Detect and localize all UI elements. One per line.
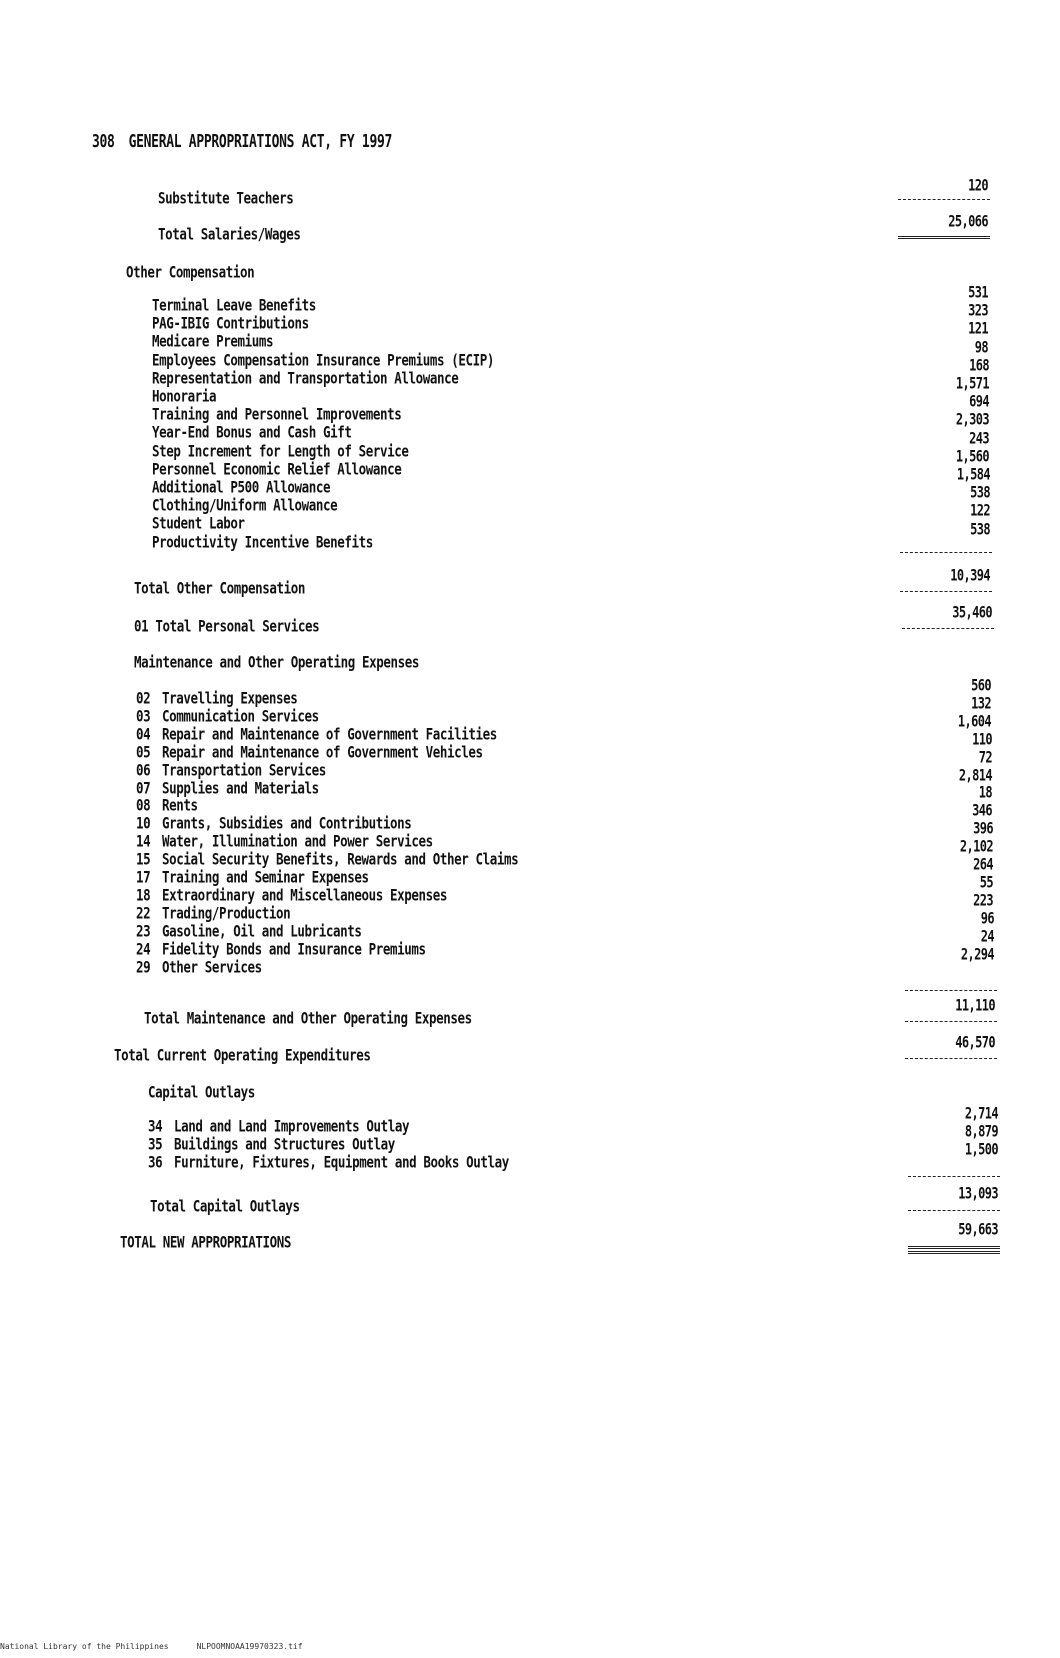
total-salaries-label: Total Salaries/Wages (158, 224, 301, 244)
line-item-label: Supplies and Materials (162, 777, 319, 797)
grand-total-value: 59,663 (958, 1220, 998, 1239)
line-item-amount: 560 (971, 676, 991, 695)
other-compensation-row (152, 386, 216, 406)
line-item-amount: 538 (970, 519, 990, 538)
grand-total-label: TOTAL NEW APPROPRIATIONS (120, 1232, 292, 1252)
account-code: 24 (136, 938, 151, 959)
total-capital-outlays-value: 13,093 (958, 1184, 998, 1203)
subtotal-rule (902, 628, 994, 629)
total-capital-outlays-label: Total Capital Outlays (150, 1196, 300, 1216)
line-item-label: Travelling Expenses (162, 688, 298, 708)
account-code: 36 (148, 1152, 163, 1172)
line-item-amount: 2,303 (955, 410, 989, 429)
other-compensation-row (152, 459, 401, 479)
line-item-amount: 1,604 (957, 711, 991, 730)
line-item-amount: 110 (972, 729, 992, 748)
grand-total-rule (908, 1246, 1000, 1249)
mooe-row (136, 760, 326, 780)
mooe-row (136, 724, 497, 744)
line-item-amount: 2,294 (960, 944, 994, 963)
line-item-label: Medicare Premiums (152, 331, 274, 351)
line-item-label: Gasoline, Oil and Lubricants (162, 920, 362, 941)
line-item-label: Training and Personnel Improvements (152, 404, 402, 424)
subtotal-rule (898, 199, 990, 200)
account-code: 23 (136, 920, 151, 941)
mooe-row (136, 795, 198, 815)
line-item-label: Rents (162, 795, 198, 815)
other-compensation-row (152, 441, 409, 461)
line-item-amount: 96 (980, 908, 994, 927)
mooe-row (136, 688, 297, 708)
scan-footer (0, 1642, 331, 1651)
other-compensation-row (152, 368, 458, 388)
line-item-label: Fidelity Bonds and Insurance Premiums (162, 938, 426, 959)
subtotal-rule (900, 591, 992, 592)
line-item-amount: 2,102 (959, 837, 993, 856)
line-item-amount: 346 (972, 801, 992, 820)
account-code: 18 (136, 884, 151, 905)
line-item-amount: 55 (979, 872, 993, 892)
subtotal-rule (905, 1058, 997, 1059)
line-item-amount: 1,584 (956, 465, 990, 484)
line-item-label: Extraordinary and Miscellaneous Expenses (162, 884, 448, 905)
other-compensation-row (152, 477, 330, 497)
line-item-label: Other Services (162, 956, 262, 976)
page-header (92, 132, 392, 152)
line-item-label: Repair and Maintenance of Government Facilities (162, 723, 497, 744)
line-item-amount: 8,879 (964, 1122, 998, 1141)
other-compensation-row (152, 295, 316, 315)
line-item-amount: 264 (973, 855, 993, 874)
account-code: 15 (136, 849, 151, 869)
line-item-amount: 168 (969, 355, 989, 374)
line-item-amount: 98 (974, 337, 988, 356)
account-code: 02 (136, 688, 151, 708)
line-item-label: Furniture, Fixtures, Equipment and Books Outlay (174, 1152, 509, 1172)
line-item-amount: 18 (978, 783, 992, 802)
line-item-label: Water, Illumination and Power Services (162, 831, 433, 851)
other-compensation-row (152, 331, 273, 351)
line-item-amount: 121 (968, 319, 988, 338)
total-current-operating-value: 46,570 (955, 1033, 995, 1052)
total-personal-services-label: 01 Total Personal Services (134, 616, 320, 636)
total-salaries-value: 25,066 (948, 212, 988, 231)
mooe-heading: Maintenance and Other Operating Expenses (134, 652, 420, 672)
other-compensation-row (152, 422, 352, 442)
total-rule (898, 236, 990, 239)
line-item-label: Terminal Leave Benefits (152, 295, 316, 315)
line-item-label: Buildings and Structures Outlay (174, 1134, 395, 1154)
account-code: 03 (136, 705, 151, 726)
line-item-amount: 122 (970, 501, 990, 520)
account-code: 35 (148, 1134, 163, 1154)
other-compensation-row (152, 404, 401, 424)
mooe-row (136, 939, 426, 959)
line-item-label: Repair and Maintenance of Government Vehicles (162, 741, 483, 762)
line-item-amount: 24 (980, 926, 994, 945)
capital-outlay-row (148, 1152, 509, 1172)
line-item-amount: 223 (973, 890, 993, 909)
mooe-row (136, 849, 518, 869)
other-compensation-row (152, 313, 309, 333)
total-personal-services-value: 35,460 (952, 603, 992, 622)
account-code: 34 (148, 1116, 163, 1136)
line-item-label: Additional P500 Allowance (152, 477, 331, 497)
line-item-amount: 132 (971, 693, 991, 713)
subtotal-rule (905, 1021, 997, 1022)
account-code: 14 (136, 831, 151, 851)
page-number: 308 (92, 132, 115, 153)
total-mooe-label: Total Maintenance and Other Operating Expenses (144, 1008, 472, 1028)
line-item-amount: 243 (969, 428, 989, 447)
line-item-amount: 531 (968, 283, 988, 302)
line-item-label: Grants, Subsidies and Contributions (162, 813, 412, 833)
footer-source: National Library of the Philippines (0, 1642, 169, 1651)
account-code: 08 (136, 795, 151, 815)
subtotal-rule (908, 1210, 1000, 1211)
mooe-row (136, 957, 262, 977)
other-compensation-row (152, 513, 245, 533)
line-item-label: Honoraria (152, 386, 217, 406)
line-item-label: Clothing/Uniform Allowance (152, 495, 338, 515)
line-item-label: Personnel Economic Relief Allowance (152, 458, 402, 479)
mooe-row (136, 742, 483, 762)
account-code: 29 (136, 956, 151, 976)
mooe-row (136, 867, 369, 887)
other-compensation-row (152, 495, 337, 515)
mooe-row (136, 903, 290, 923)
total-current-operating-label: Total Current Operating Expenditures (114, 1045, 371, 1065)
other-compensation-row (152, 350, 494, 370)
line-item-label: Trading/Production (162, 902, 291, 923)
line-item-label: Training and Seminar Expenses (162, 867, 369, 887)
line-item-label: Student Labor (152, 513, 245, 533)
substitute-teachers-value: 120 (968, 176, 988, 195)
line-item-amount: 323 (968, 301, 988, 320)
mooe-row (136, 706, 319, 726)
capital-outlays-heading: Capital Outlays (148, 1082, 255, 1102)
line-item-label: Transportation Services (162, 759, 326, 780)
line-item-amount: 694 (969, 392, 989, 411)
capital-outlay-row (148, 1116, 409, 1136)
line-item-amount: 2,814 (958, 765, 992, 784)
line-item-amount: 1,571 (955, 374, 989, 393)
other-compensation-row (152, 532, 373, 552)
mooe-row (136, 831, 433, 851)
line-item-label: Representation and Transportation Allowance (152, 367, 459, 388)
mooe-row (136, 885, 447, 905)
line-item-amount: 72 (978, 747, 992, 766)
account-code: 17 (136, 867, 151, 887)
document-title: GENERAL APPROPRIATIONS ACT, FY 1997 (128, 132, 393, 153)
line-item-label: Productivity Incentive Benefits (152, 531, 373, 552)
account-code: 22 (136, 902, 151, 923)
grand-total-rule (908, 1251, 1000, 1254)
subtotal-rule (908, 1176, 1000, 1177)
footer-file: NLPOOMNOAA19970323.tif (196, 1642, 303, 1651)
account-code: 10 (136, 813, 151, 833)
line-item-label: Year-End Bonus and Cash Gift (152, 422, 352, 442)
line-item-amount: 538 (970, 483, 990, 502)
account-code: 06 (136, 759, 151, 780)
line-item-label: Land and Land Improvements Outlay (174, 1116, 410, 1136)
account-code: 07 (136, 777, 151, 797)
mooe-row (136, 813, 411, 833)
line-item-label: Social Security Benefits, Rewards and Other Claims (162, 849, 519, 869)
subtotal-rule (905, 990, 997, 991)
total-mooe-value: 11,110 (955, 996, 995, 1015)
line-item-amount: 2,714 (964, 1104, 998, 1123)
line-item-amount: 1,560 (955, 446, 989, 465)
line-item-label: Employees Compensation Insurance Premiums (ECIP) (152, 349, 495, 370)
account-code: 05 (136, 741, 151, 762)
line-item-amount: 1,500 (964, 1140, 998, 1159)
other-compensation-heading: Other Compensation (126, 262, 255, 282)
capital-outlay-row (148, 1134, 395, 1154)
line-item-label: Step Increment for Length of Service (152, 440, 409, 461)
substitute-teachers-label: Substitute Teachers (158, 188, 294, 208)
subtotal-rule (900, 552, 992, 553)
total-other-compensation-value: 10,394 (950, 566, 990, 585)
line-item-label: PAG-IBIG Contributions (152, 313, 309, 333)
account-code: 04 (136, 723, 151, 744)
total-other-compensation-label: Total Other Compensation (134, 578, 306, 598)
line-item-label: Communication Services (162, 705, 319, 726)
line-item-amount: 396 (973, 819, 993, 838)
mooe-row (136, 921, 362, 941)
